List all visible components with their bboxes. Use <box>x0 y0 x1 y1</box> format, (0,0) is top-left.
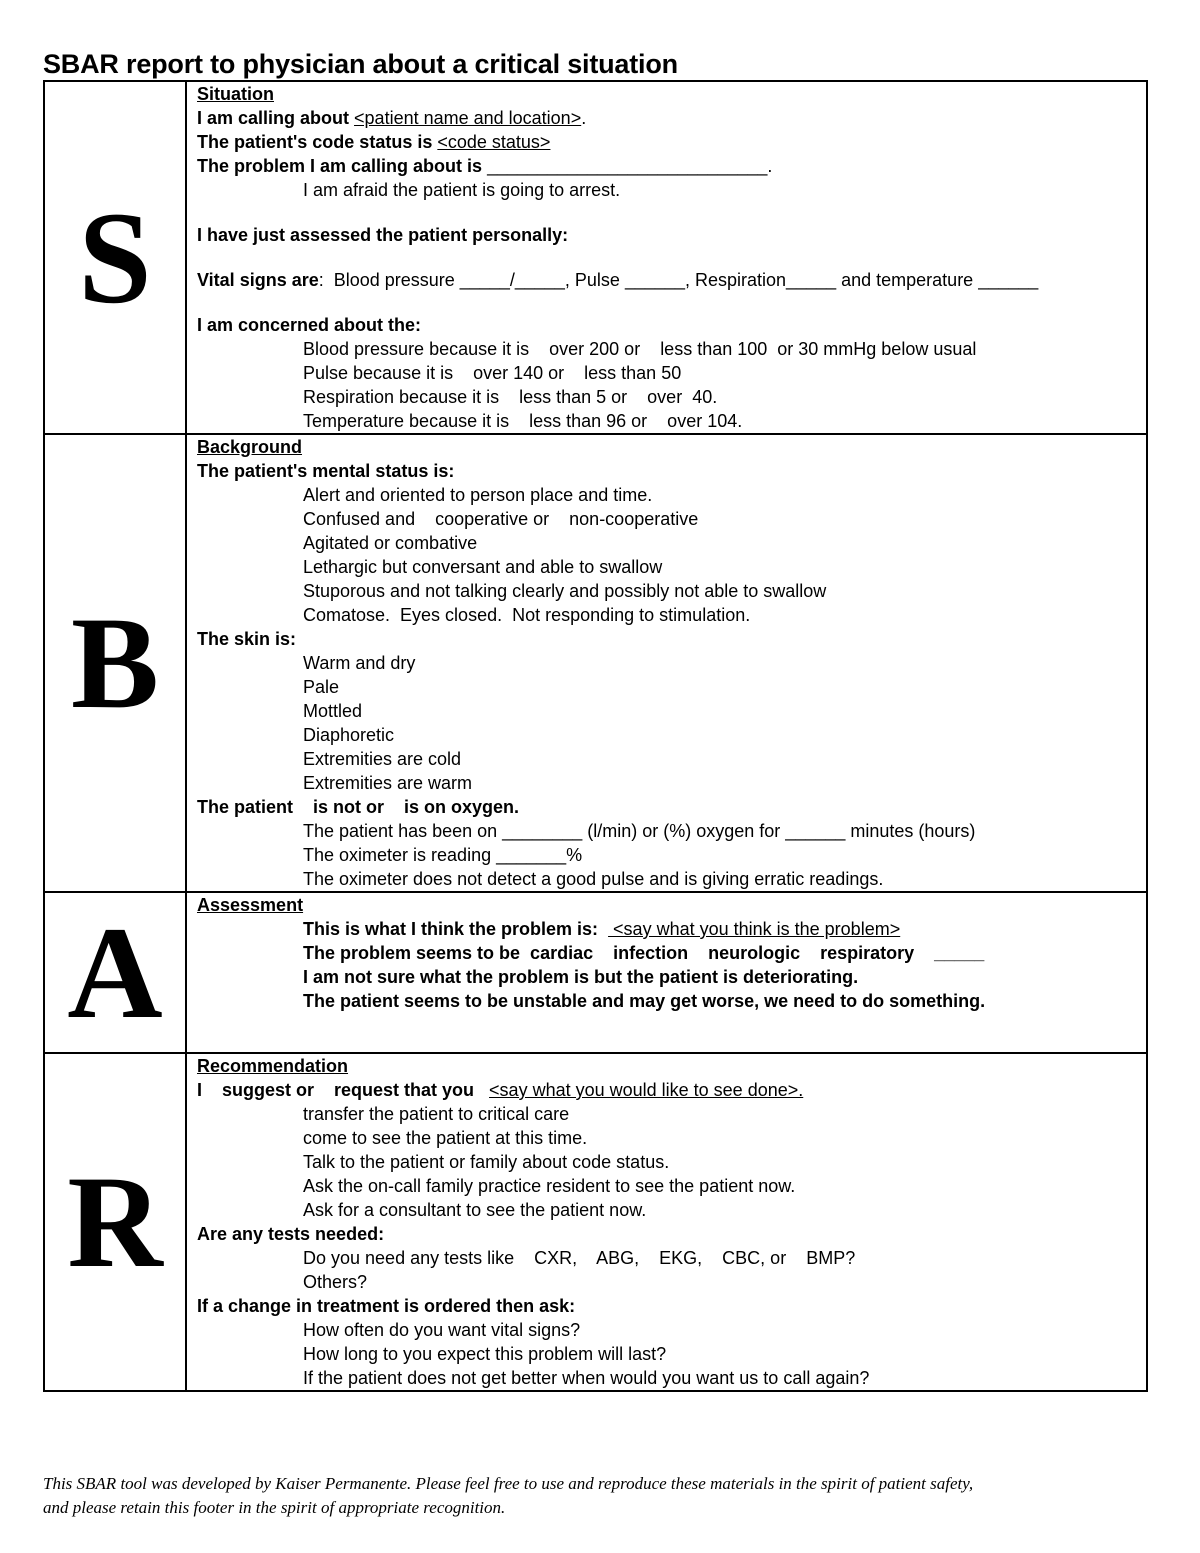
background-row <box>44 434 1147 892</box>
concern-item: Respiration because it is less than 5 or over 40. <box>303 387 718 407</box>
afraid-line: I am afraid the patient is going to arrest. <box>303 180 621 200</box>
suggest-placeholder: <say what you would like to see done>. <box>489 1080 804 1100</box>
skin-item: Extremities are cold <box>303 749 462 769</box>
situation-heading: Situation <box>197 84 274 104</box>
not-sure-line: I am not sure what the problem is but the patient is deteriorating. <box>303 967 859 987</box>
tests-label: Are any tests needed: <box>197 1224 385 1244</box>
problem-blank: ____________________________ <box>487 156 768 176</box>
recommendation-heading: Recommendation <box>197 1056 349 1076</box>
change-item: How long to you expect this problem will last? <box>303 1344 667 1364</box>
sbar-table <box>43 80 1148 1392</box>
oxygen-label: The patient is not or is on oxygen. <box>197 797 520 817</box>
calling-about-placeholder: <patient name and location> <box>354 108 582 128</box>
oxygen-item: The oximeter is reading _______% <box>303 845 583 865</box>
vital-signs-text: : Blood pressure _____/_____, Pulse ______, Respiration_____ and temperature ______ <box>318 270 1039 290</box>
oxygen-item: The oximeter does not detect a good pulse and is giving erratic readings. <box>303 869 884 889</box>
seems-line: The problem seems to be cardiac infection neurologic respiratory _____ <box>303 943 985 963</box>
footer-line: and please retain this footer in the spirit of appropriate recognition. <box>43 1498 506 1517</box>
mental-status-item: Agitated or combative <box>303 533 478 553</box>
change-item: How often do you want vital signs? <box>303 1320 581 1340</box>
mental-status-item: Lethargic but conversant and able to swallow <box>303 557 663 577</box>
assessment-content <box>186 892 1147 1053</box>
skin-item: Warm and dry <box>303 653 416 673</box>
calling-about-end: . <box>581 108 587 128</box>
vital-signs-line <box>197 268 1136 292</box>
mental-status-item: Stuporous and not talking clearly and possibly not able to swallow <box>303 581 827 601</box>
problem-label: The problem I am calling about is <box>197 156 488 176</box>
suggest-item: Ask the on-call family practice resident to see the patient now. <box>303 1176 796 1196</box>
background-content <box>186 434 1147 892</box>
oxygen-item: The patient has been on ________ (l/min) or (%) oxygen for ______ minutes (hours) <box>303 821 976 841</box>
suggest-item: transfer the patient to critical care <box>303 1104 570 1124</box>
problem-line <box>197 154 1136 178</box>
skin-item: Pale <box>303 677 340 697</box>
suggest-item: Ask for a consultant to see the patient now. <box>303 1200 647 1220</box>
assessment-heading: Assessment <box>197 895 304 915</box>
vital-signs-label: Vital signs are <box>197 270 319 290</box>
concerned-label: I am concerned about the: <box>197 315 422 335</box>
footer-note <box>43 1472 1153 1520</box>
code-status-line <box>197 130 1136 154</box>
code-status-label: The patient's code status is <box>197 132 438 152</box>
recommendation-row <box>44 1053 1147 1391</box>
assessed-line: I have just assessed the patient personally: <box>197 225 569 245</box>
situation-content <box>186 81 1147 434</box>
skin-item: Mottled <box>303 701 363 721</box>
suggest-item: come to see the patient at this time. <box>303 1128 588 1148</box>
skin-label: The skin is: <box>197 629 297 649</box>
background-heading: Background <box>197 437 303 457</box>
footer-line: This SBAR tool was developed by Kaiser Permanente. Please feel free to use and reproduce these materials in the spirit of patient safety, <box>43 1474 974 1493</box>
skin-item: Extremities are warm <box>303 773 473 793</box>
calling-about-line <box>197 106 1136 130</box>
situation-row <box>44 81 1147 434</box>
tests-item: Others? <box>303 1272 368 1292</box>
calling-about-label: I am calling about <box>197 108 355 128</box>
situation-letter: S <box>44 81 186 434</box>
think-placeholder: <say what you think is the problem> <box>608 919 901 939</box>
tests-item: Do you need any tests like CXR, ABG, EKG, CBC, or BMP? <box>303 1248 856 1268</box>
code-status-placeholder: <code status> <box>437 132 551 152</box>
suggest-item: Talk to the patient or family about code status. <box>303 1152 670 1172</box>
assessment-row <box>44 892 1147 1053</box>
concern-item: Blood pressure because it is over 200 or less than 100 or 30 mmHg below usual <box>303 339 977 359</box>
mental-status-item: Alert and oriented to person place and time. <box>303 485 653 505</box>
think-label: This is what I think the problem is: <box>303 919 609 939</box>
mental-status-item: Confused and cooperative or non-cooperative <box>303 509 699 529</box>
concern-item: Temperature because it is less than 96 or over 104. <box>303 411 743 431</box>
page-title: SBAR report to physician about a critical situation <box>43 49 678 79</box>
background-letter: B <box>44 434 186 892</box>
concern-item: Pulse because it is over 140 or less than 50 <box>303 363 682 383</box>
recommendation-letter: R <box>44 1053 186 1391</box>
assessment-letter: A <box>44 892 186 1053</box>
unstable-line: The patient seems to be unstable and may get worse, we need to do something. <box>303 991 986 1011</box>
change-label: If a change in treatment is ordered then ask: <box>197 1296 576 1316</box>
mental-status-item: Comatose. Eyes closed. Not responding to stimulation. <box>303 605 751 625</box>
suggest-label: I suggest or request that you <box>197 1080 490 1100</box>
recommendation-content <box>186 1053 1147 1391</box>
problem-end: . <box>767 156 773 176</box>
change-item: If the patient does not get better when would you want us to call again? <box>303 1368 870 1388</box>
think-line <box>197 917 1136 941</box>
skin-item: Diaphoretic <box>303 725 395 745</box>
suggest-line <box>197 1078 1136 1102</box>
mental-status-label: The patient's mental status is: <box>197 461 455 481</box>
